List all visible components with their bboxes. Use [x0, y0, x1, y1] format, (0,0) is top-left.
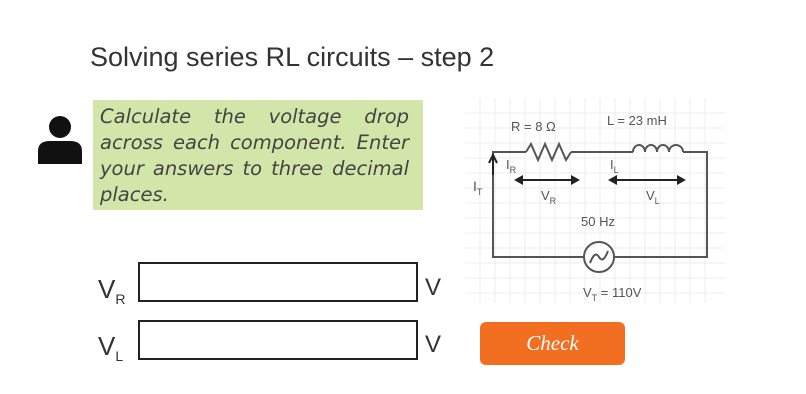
- vr-unit: V: [425, 274, 442, 301]
- vl-label-sub: L: [115, 348, 124, 364]
- vl-voltage-arrow: [608, 175, 686, 185]
- resistor-current-label-sub: R: [509, 165, 517, 175]
- vl-label: [98, 331, 123, 364]
- inductor-voltage-label-main: V: [646, 188, 655, 203]
- instruction-text: Calculate the voltage drop across each component. Enter your answers to three decimal places.: [100, 105, 409, 206]
- inductor-current-label-sub: L: [613, 165, 619, 175]
- vr-label-main: V: [98, 274, 116, 304]
- source-voltage-label-rest: = 110V: [597, 285, 642, 300]
- vl-unit: V: [425, 331, 442, 358]
- resistor-current-label: [506, 157, 517, 175]
- source-voltage-label: [583, 285, 642, 303]
- resistor-voltage-label-main: V: [541, 188, 550, 203]
- inductor-label: L = 23 mH: [607, 113, 667, 128]
- vr-label: [98, 274, 125, 307]
- total-current-label-main: I: [473, 178, 477, 194]
- total-current-label: [473, 178, 483, 197]
- source-voltage-label-main: V: [583, 285, 592, 300]
- frequency-label: 50 Hz: [581, 214, 615, 229]
- person-icon: [36, 115, 84, 165]
- vl-label-main: V: [98, 331, 116, 361]
- vl-answer-input[interactable]: [138, 320, 418, 360]
- inductor-current-label: [610, 157, 619, 175]
- vr-answer-input[interactable]: [138, 262, 418, 302]
- resistor-voltage-label-sub: R: [549, 196, 557, 206]
- rl-circuit-diagram: [465, 98, 725, 303]
- inductor-current-label-main: I: [610, 157, 614, 172]
- vr-label-sub: R: [115, 291, 126, 307]
- instruction-box: [93, 100, 423, 210]
- total-current-label-sub: T: [476, 187, 483, 197]
- resistor-label: R = 8 Ω: [511, 119, 556, 134]
- check-button[interactable]: Check: [480, 322, 625, 365]
- source-voltage-label-sub: T: [591, 293, 598, 303]
- inductor-voltage-label-sub: L: [654, 196, 660, 206]
- resistor-current-label-main: I: [506, 157, 510, 172]
- page-title: Solving series RL circuits – step 2: [90, 42, 495, 72]
